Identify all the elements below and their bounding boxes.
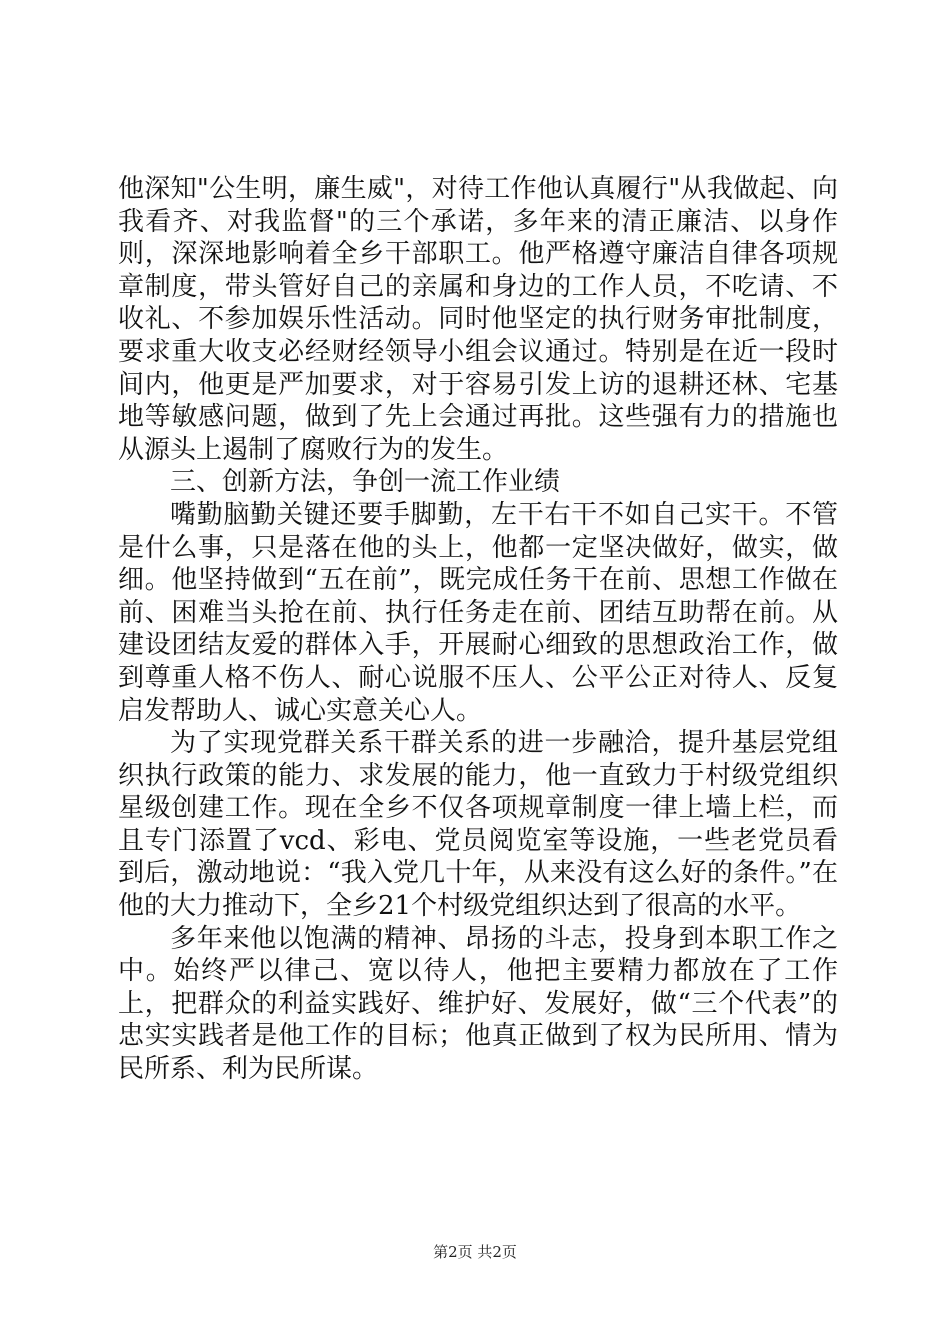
document-body [118,173,838,1086]
paragraph-dedication: 多年来他以饱满的精神、昂扬的斗志，投身到本职工作之中。始终严以律己、宽以待人，他把主要精力都放在了工作上，把群众的利益实践好、维护好、发展好，做“三个代表”的忠实实践者是他工作的目标；他真正做到了权为民所用、情为民所系、利为民所谋。 [118,923,838,1085]
paragraph-integrity: 他深知"公生明，廉生威"，对待工作他认真履行"从我做起、向我看齐、对我监督"的三个承诺，多年来的清正廉洁、以身作则，深深地影响着全乡干部职工。他严格遵守廉洁自律各项规章制度，带头管好自己的亲属和身边的工作人员，不吃请、不收礼、不参加娱乐性活动。同时他坚定的执行财务审批制度，要求重大收支必经财经领导小组会议通过。特别是在近一段时间内，他更是严加要求，对于容易引发上访的退耕还林、宅基地等敏感问题，做到了先上会通过再批。这些强有力的措施也从源头上遏制了腐败行为的发生。 [118,174,838,465]
section-heading-innovation: 三、创新方法，争创一流工作业绩 [170,467,561,498]
page-indicator: 第2页 共2页 [433,1243,517,1261]
page-footer [0,1241,950,1262]
paragraph-hard-work: 嘴勤脑勤关键还要手脚勤，左干右干不如自己实干。不管是什么事，只是落在他的头上，他都一定坚决做好，做实，做细。他坚持做到“五在前”，既完成任务干在前、思想工作做在前、困难当头抢在前、执行任务走在前、团结互助帮在前。从建设团结友爱的群体入手，开展耐心细致的思想政治工作，做到尊重人格不伤人、耐心说服不压人、公平公正对待人、反复启发帮助人、诚心实意关心人。 [118,499,838,726]
paragraph-party-building: 为了实现党群关系干群关系的进一步融洽，提升基层党组织执行政策的能力、求发展的能力，他一直致力于村级党组织星级创建工作。现在全乡不仅各项规章制度一律上墙上栏，而且专门添置了vcd、彩电、党员阅览室等设施，一些老党员看到后，激动地说：“我入党几十年，从来没有这么好的条件。”在他的大力推动下，全乡21个村级党组织达到了很高的水平。 [118,728,838,922]
